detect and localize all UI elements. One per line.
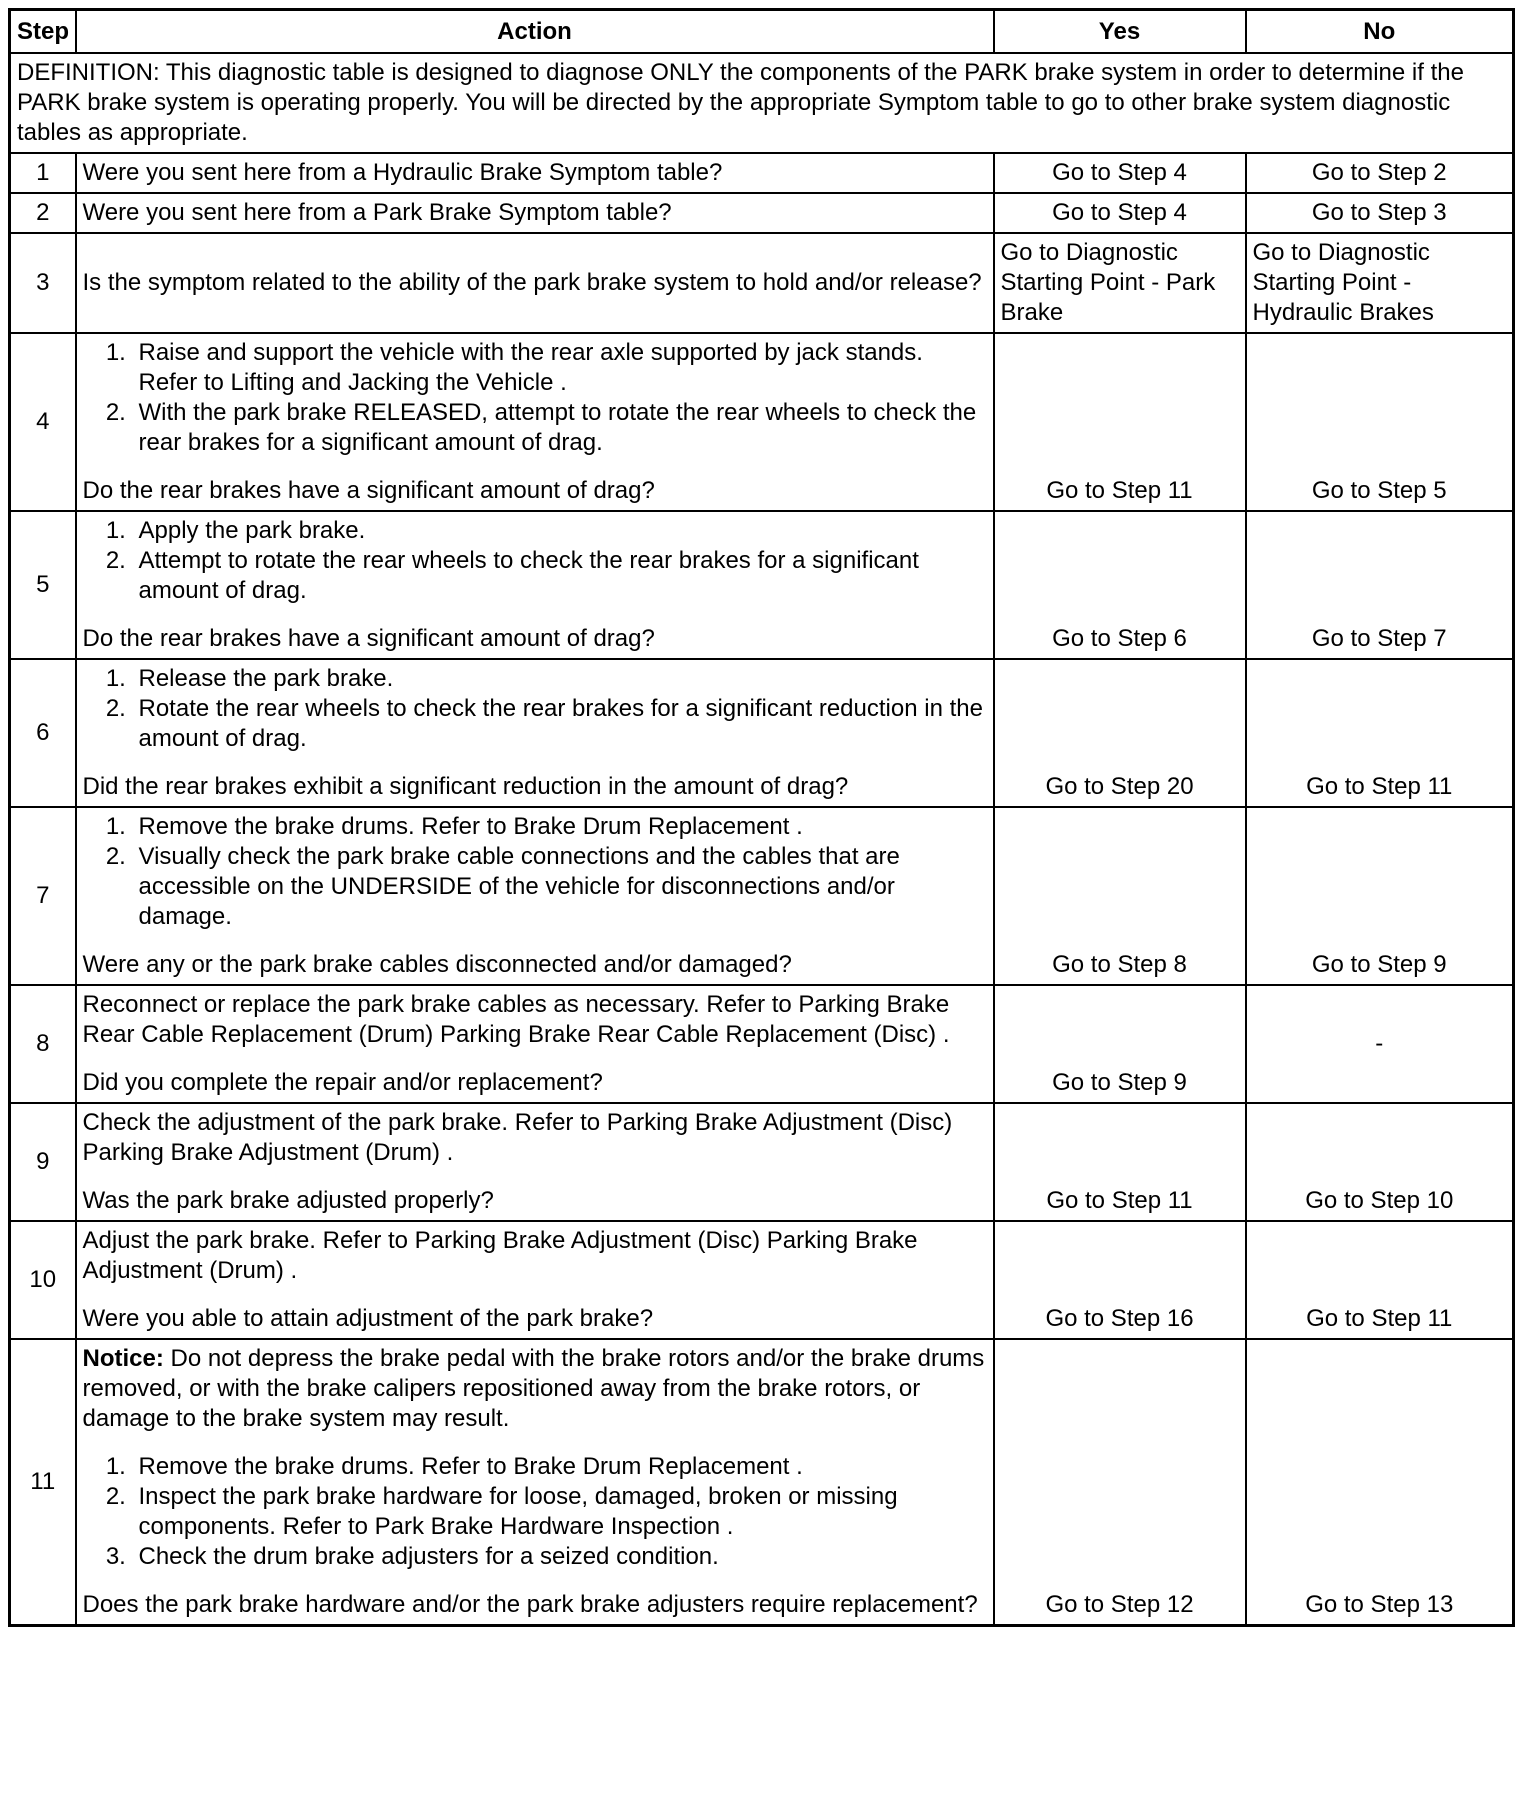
list-item: 2. Rotate the rear wheels to check the rear brakes for a significant reduction in the amount of drag. — [133, 694, 987, 754]
list-item: 1. Apply the park brake. — [133, 516, 987, 546]
list-item: 1. Remove the brake drums. Refer to Brake Drum Replacement . — [133, 812, 987, 842]
yes-cell: Go to Step 20 — [994, 659, 1246, 807]
step-number: 7 — [10, 807, 76, 985]
table-row — [10, 333, 1514, 511]
step-number: 5 — [10, 511, 76, 659]
action-text: Adjust the park brake. Refer to Parking Brake Adjustment (Disc) Parking Brake Adjustment (Drum) . — [82, 1227, 918, 1284]
yes-cell: Go to Step 12 — [994, 1339, 1246, 1626]
instruction-list — [83, 516, 987, 606]
no-cell: Go to Step 10 — [1246, 1103, 1514, 1221]
table-row — [10, 807, 1514, 985]
list-item: 2. Inspect the park brake hardware for loose, damaged, broken or missing components. Refer to Park Brake Hardware Inspection . — [133, 1482, 987, 1542]
question-text: Did you complete the repair and/or replacement? — [82, 1069, 603, 1096]
question-text: Were you able to attain adjustment of the park brake? — [82, 1305, 654, 1332]
action-cell — [76, 807, 994, 985]
list-item: 2. Visually check the park brake cable connections and the cables that are accessible on the UNDERSIDE of the vehicle for disconnections and/or damage. — [133, 842, 987, 932]
diagnostic-table — [8, 8, 1515, 1627]
yes-cell: Go to Step 11 — [994, 1103, 1246, 1221]
header-yes: Yes — [994, 10, 1246, 54]
question-text: Was the park brake adjusted properly? — [82, 1187, 494, 1214]
question-text: Were any or the park brake cables disconnected and/or damaged? — [82, 951, 792, 978]
no-cell: Go to Step 7 — [1246, 511, 1514, 659]
no-cell: Go to Step 2 — [1246, 153, 1514, 193]
table-row — [10, 1103, 1514, 1221]
list-item: 1. Release the park brake. — [133, 664, 987, 694]
step-number: 11 — [10, 1339, 76, 1626]
step-number: 8 — [10, 985, 76, 1103]
no-cell: Go to Step 5 — [1246, 333, 1514, 511]
action-text: Were you sent here from a Hydraulic Brake Symptom table? — [76, 153, 994, 193]
table-row — [10, 193, 1514, 233]
yes-cell: Go to Diagnostic Starting Point - Park Brake — [994, 233, 1246, 333]
header-row — [10, 10, 1514, 54]
step-number: 10 — [10, 1221, 76, 1339]
instruction-list — [83, 1452, 987, 1572]
no-cell: Go to Step 9 — [1246, 807, 1514, 985]
question-text: Does the park brake hardware and/or the park brake adjusters require replacement? — [82, 1591, 978, 1618]
definition-row — [10, 53, 1514, 153]
yes-cell: Go to Step 16 — [994, 1221, 1246, 1339]
yes-cell: Go to Step 9 — [994, 985, 1246, 1103]
action-cell — [76, 1339, 994, 1626]
step-number: 2 — [10, 193, 76, 233]
header-action: Action — [76, 10, 994, 54]
step-number: 9 — [10, 1103, 76, 1221]
yes-cell: Go to Step 4 — [994, 193, 1246, 233]
action-cell — [76, 333, 994, 511]
table-row — [10, 233, 1514, 333]
list-item: 3. Check the drum brake adjusters for a seized condition. — [133, 1542, 987, 1572]
action-text: Check the adjustment of the park brake. Refer to Parking Brake Adjustment (Disc) Parking Brake Adjustment (Drum) . — [82, 1109, 953, 1166]
yes-cell: Go to Step 6 — [994, 511, 1246, 659]
no-cell: Go to Diagnostic Starting Point - Hydraulic Brakes — [1246, 233, 1514, 333]
no-cell: Go to Step 11 — [1246, 659, 1514, 807]
notice-label: Notice: — [82, 1345, 164, 1372]
definition-text: DEFINITION: This diagnostic table is designed to diagnose ONLY the components of the PARK brake system in order to determine if the PARK brake system is operating properly. You will be directed by the appropriate Symptom table to go to other brake system diagnostic tables as appropriate. — [10, 53, 1514, 153]
action-cell — [76, 1221, 994, 1339]
question-text: Did the rear brakes exhibit a significant reduction in the amount of drag? — [82, 773, 849, 800]
instruction-list — [83, 664, 987, 754]
action-cell — [76, 1103, 994, 1221]
yes-cell: Go to Step 4 — [994, 153, 1246, 193]
yes-cell: Go to Step 11 — [994, 333, 1246, 511]
table-row — [10, 511, 1514, 659]
step-number: 4 — [10, 333, 76, 511]
no-cell: Go to Step 13 — [1246, 1339, 1514, 1626]
action-text: Reconnect or replace the park brake cables as necessary. Refer to Parking Brake Rear Cable Replacement (Drum) Parking Brake Rear Cable Replacement (Disc) . — [82, 991, 950, 1048]
no-cell: Go to Step 11 — [1246, 1221, 1514, 1339]
yes-cell: Go to Step 8 — [994, 807, 1246, 985]
table-row — [10, 153, 1514, 193]
notice-block — [83, 1344, 987, 1434]
step-number: 1 — [10, 153, 76, 193]
table-row — [10, 659, 1514, 807]
notice-text: Do not depress the brake pedal with the brake rotors and/or the brake drums removed, or with the brake calipers repositioned away from the brake rotors, or damage to the brake system may result. — [82, 1345, 985, 1432]
action-cell — [76, 985, 994, 1103]
step-number: 3 — [10, 233, 76, 333]
list-item: 2. With the park brake RELEASED, attempt to rotate the rear wheels to check the rear brakes for a significant amount of drag. — [133, 398, 987, 458]
no-cell: Go to Step 3 — [1246, 193, 1514, 233]
question-text: Do the rear brakes have a significant amount of drag? — [82, 625, 655, 652]
step-number: 6 — [10, 659, 76, 807]
action-text: Is the symptom related to the ability of the park brake system to hold and/or release? — [76, 233, 994, 333]
table-row — [10, 985, 1514, 1103]
header-no: No — [1246, 10, 1514, 54]
action-cell — [76, 511, 994, 659]
action-cell — [76, 659, 994, 807]
list-item: 1. Raise and support the vehicle with the rear axle supported by jack stands. Refer to Lifting and Jacking the Vehicle . — [133, 338, 987, 398]
list-item: 2. Attempt to rotate the rear wheels to check the rear brakes for a significant amount of drag. — [133, 546, 987, 606]
header-step: Step — [10, 10, 76, 54]
table-row — [10, 1221, 1514, 1339]
instruction-list — [83, 812, 987, 932]
no-cell: - — [1246, 985, 1514, 1103]
list-item: 1. Remove the brake drums. Refer to Brake Drum Replacement . — [133, 1452, 987, 1482]
action-text: Were you sent here from a Park Brake Symptom table? — [76, 193, 994, 233]
instruction-list — [83, 338, 987, 458]
table-row — [10, 1339, 1514, 1626]
question-text: Do the rear brakes have a significant amount of drag? — [82, 477, 655, 504]
